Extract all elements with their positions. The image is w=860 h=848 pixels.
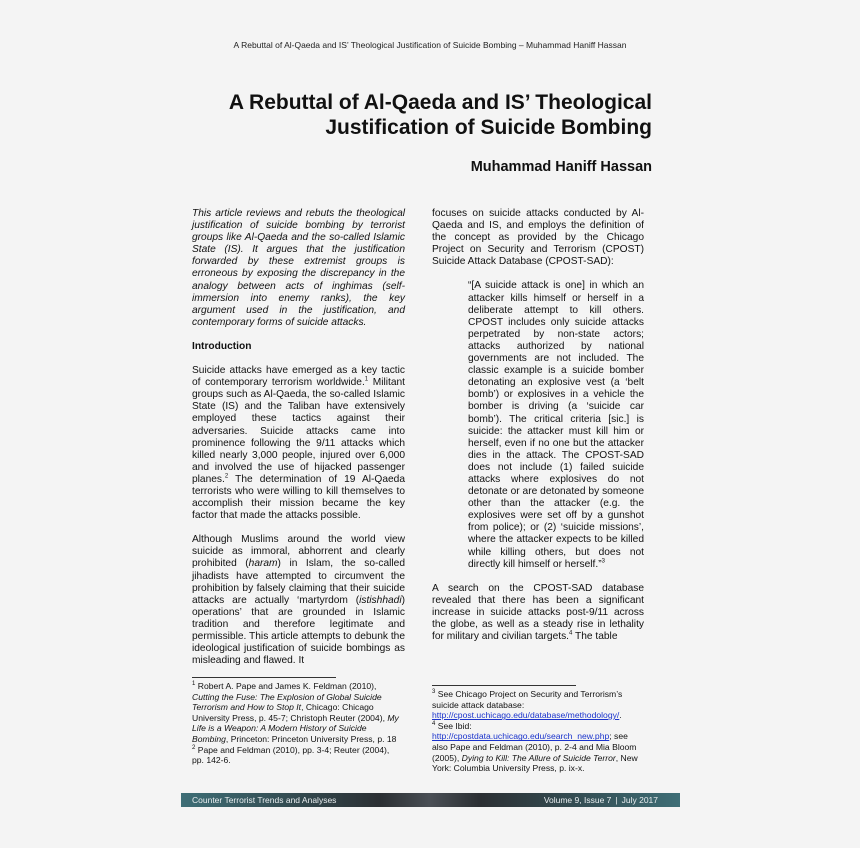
right-paragraph-1: focuses on suicide attacks conducted by Al-Qaeda and IS, and employs the definition of the concept as provided by the Chicago Project on Security and Terrorism (CPOST) Suicide Attack Database (CPOST-SAD): xyxy=(432,208,644,268)
footnote-3-text: See Chicago Project on Security and Terrorism’s suicide attack database: xyxy=(432,689,623,710)
footnote-3-link[interactable]: http://cpost.uchicago.edu/database/methodology/ xyxy=(432,710,620,721)
footnotes-left xyxy=(192,681,402,766)
footnote-1-text-c: , Princeton: Princeton University Press, p. 18 xyxy=(225,733,397,744)
right-paragraph-2 xyxy=(432,583,644,643)
abstract: This article reviews and rebuts the theological justification of suicide bombing by terrorist groups like Al-Qaeda and the so-called Islamic State (IS). It argues that the justification forwarded by these extremist groups is erroneous by exposing the discrepancy in the analogy between acts of inghimas (self-immersion into enemy ranks), the key argument used in the justification, and contemporary forms of suicide attacks. xyxy=(192,208,405,328)
footnote-ref-3[interactable]: 3 xyxy=(601,558,605,565)
title-line-2: Justification of Suicide Bombing xyxy=(325,116,652,139)
term-istishhadi: istishhadi xyxy=(359,594,402,606)
footnote-1-text-a: Robert A. Pape and James K. Feldman (2010), xyxy=(195,681,377,691)
footnote-1-number: 1 xyxy=(192,681,196,688)
paragraph-1-text-b: Militant groups such as Al-Qaeda, the so-called Islamic State (IS) and the Taliban have extensively employed these tactics against their adversaries. Suicide attacks came into prominence following the 9/11 attacks which killed nearly 3,000 people, injured over 6,000 and involved the use of hijacked passenger planes. xyxy=(192,377,405,485)
paragraph-2 xyxy=(192,534,405,667)
paragraph-1-text-c: The determination of 19 Al-Qaeda terrorists who were willing to kill themselves to accomplish their mission became the key factor that made the attacks possible. xyxy=(192,473,405,522)
footnote-3 xyxy=(432,689,644,721)
footnote-1-text-b: , Chicago: Chicago University Press, p. 45-7; Christoph Reuter (2004), xyxy=(192,702,388,723)
footnote-rule-right xyxy=(432,685,576,686)
paragraph-2-text-b: ) in Islam, the so-called jihadists have attempted to circumvent the prohibition by falsely claiming that their suicide attacks are actually ‘martyrdom ( xyxy=(192,558,406,606)
footnote-rule-left xyxy=(192,677,336,678)
footnote-ref-4[interactable]: 4 xyxy=(569,630,573,637)
footnote-1-title-1: Cutting the Fuse: The Explosion of Global Suicide Terrorism and How to Stop It xyxy=(192,691,382,713)
right-column xyxy=(432,208,644,655)
footnote-3-number: 3 xyxy=(432,689,436,696)
footnote-1 xyxy=(192,681,402,745)
footnote-4-link[interactable]: http://cpostdata.uchicago.edu/search_new.php xyxy=(432,731,610,742)
footnote-4-text-c: , New York: Columbia University Press, p. ix-x. xyxy=(432,752,638,774)
left-column xyxy=(192,208,405,679)
footnote-ref-1[interactable]: 1 xyxy=(364,376,369,383)
footer-date: July 2017 xyxy=(621,795,658,805)
section-heading-introduction: Introduction xyxy=(192,340,252,352)
paragraph-1 xyxy=(192,365,405,522)
paragraph-2-text-c: ) operations’ that are grounded in Islamic tradition and therefore legitimate and permissible. This article attempts to debunk the ideological justification of suicide bombings as misleading and flawed. It xyxy=(192,594,405,667)
paragraph-1-text-a: Suicide attacks have emerged as a key tactic of contemporary terrorism worldwide. xyxy=(192,365,405,389)
footer-issue-info xyxy=(544,793,658,807)
footnote-2-number: 2 xyxy=(192,744,196,751)
page-footer-band xyxy=(181,793,680,807)
article-title xyxy=(150,90,652,140)
footnote-4-text-b: ; see also Pape and Feldman (2010), p. 2-4 and Mia Bloom (2005), xyxy=(432,731,637,763)
term-haram: haram xyxy=(248,558,278,570)
footnote-3-end: . xyxy=(619,710,622,721)
footer-separator: | xyxy=(615,795,618,805)
block-quote xyxy=(468,280,644,570)
footnote-4-title: Dying to Kill: The Allure of Suicide Terror xyxy=(461,752,616,763)
footnote-4-number: 4 xyxy=(432,720,436,727)
footnote-4-text: See Ibid: xyxy=(435,720,472,731)
quote-text: “[A suicide attack is one] in which an attacker kills himself or herself in a deliberate attempt to kill others. CPOST includes only suicide attacks perpetrated by non-state actors; attacks authorized by national governments are not included. The classic example is a suicide bomber detonating an explosive vest (a ‘belt bomb’) or explosives in a vehicle the bomber is driving (a ‘suicide car bomb’). The critical criteria [sic.] is suicide: the attacker must kill him or herself, even if no one but the attacker dies in the attack. The CPOST-SAD does not include (1) failed suicide attacks where explosives do not detonate or are detonated by someone other than the attacker (e.g. the explosives were set off by a gunshot from police); or (2) ‘suicide missions’, where the attacker expects to be killed while killing others, but does not directly kill himself or herself.” xyxy=(468,280,644,570)
footnote-1-title-2: My Life is a Weapon: A Modern History of Suicide Bombing xyxy=(192,712,399,744)
footnote-2 xyxy=(192,745,402,766)
author-name: Muhammad Haniff Hassan xyxy=(470,159,652,175)
footer-volume: Volume 9, Issue 7 xyxy=(543,795,612,805)
footnote-4 xyxy=(432,721,644,774)
footer-journal-name: Counter Terrorist Trends and Analyses xyxy=(192,795,337,805)
running-head: A Rebuttal of Al-Qaeda and IS’ Theological Justification of Suicide Bombing – Muhammad Haniff Hassan xyxy=(233,40,627,50)
paragraph-2-text-a: Although Muslims around the world view suicide as immoral, abhorrent and clearly prohibited ( xyxy=(192,534,405,570)
right-paragraph-2-text-b: The table xyxy=(572,631,618,643)
title-line-1: A Rebuttal of Al-Qaeda and IS’ Theological xyxy=(228,91,652,114)
footnote-2-text: Pape and Feldman (2010), pp. 3-4; Reuter (2004), pp. 142-6. xyxy=(192,744,390,766)
right-paragraph-2-text-a: A search on the CPOST-SAD database revealed that there has been a significant increase in suicide attacks post-9/11 across the globe, as well as a steady rise in lethality for military and civilian targets. xyxy=(432,582,644,643)
footnotes-right xyxy=(432,689,644,774)
footnote-ref-2[interactable]: 2 xyxy=(224,473,229,480)
